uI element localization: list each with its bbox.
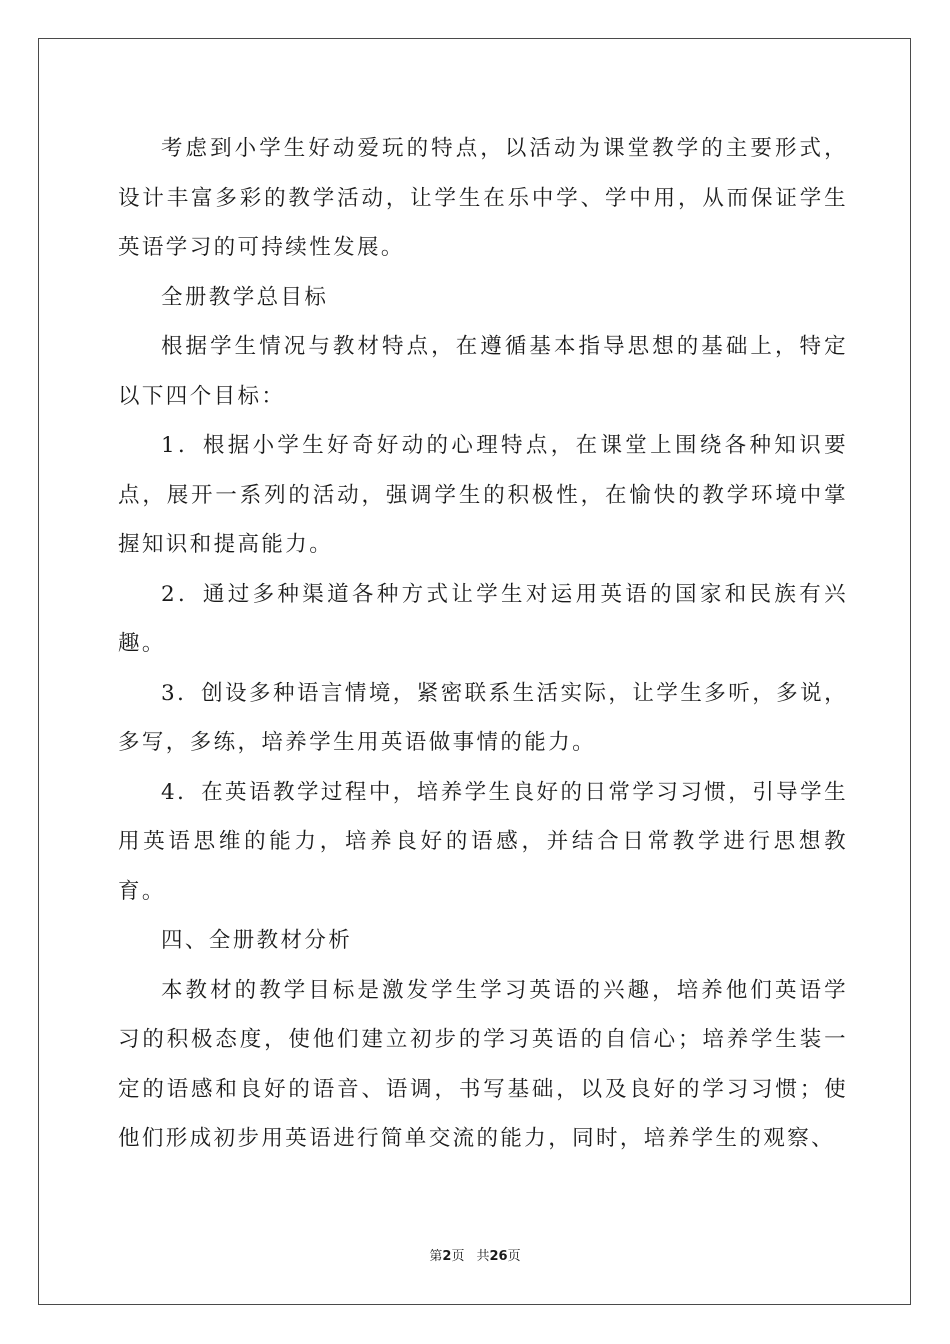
heading-textbook-analysis: 四、全册教材分析 xyxy=(161,928,353,953)
goal-item-3: 3．创设多种语言情境，紧密联系生活实际，让学生多听，多说，多写，多练，培养学生用英语做事情的能力。 xyxy=(118,680,848,755)
page-footer xyxy=(0,1245,950,1264)
total-pages: 26 xyxy=(489,1249,508,1264)
document-body xyxy=(118,124,848,1164)
paragraph-goals-intro: 根据学生情况与教材特点，在遵循基本指导思想的基础上，特定以下四个目标： xyxy=(118,334,848,409)
goal-item-4: 4．在英语教学过程中，培养学生良好的日常学习习惯，引导学生用英语思维的能力，培养良好的语感，并结合日常教学进行思想教育。 xyxy=(118,779,848,904)
paragraph-textbook-analysis: 本教材的教学目标是激发学生学习英语的兴趣，培养他们英语学习的积极态度，使他们建立初步的学习英语的自信心；培养学生装一定的语感和良好的语音、语调，书写基础，以及良好的学习习惯；使他们形成初步用英语进行简单交流的能力，同时，培养学生的观察、 xyxy=(118,977,848,1151)
heading-overall-goals: 全册教学总目标 xyxy=(161,284,329,310)
paragraph-intro: 考虑到小学生好动爱玩的特点，以活动为课堂教学的主要形式，设计丰富多彩的教学活动，让学生在乐中学、学中用，从而保证学生英语学习的可持续性发展。 xyxy=(118,136,848,260)
page-number: 2 xyxy=(442,1249,452,1264)
page-suffix: 页 xyxy=(451,1249,465,1264)
goal-item-2: 2．通过多种渠道各种方式让学生对运用英语的国家和民族有兴趣。 xyxy=(118,581,848,656)
total-prefix: 共 xyxy=(476,1249,490,1264)
goal-item-1: 1．根据小学生好奇好动的心理特点，在课堂上围绕各种知识要点，展开一系列的活动，强调学生的积极性，在愉快的教学环境中掌握知识和提高能力。 xyxy=(118,433,848,557)
total-suffix: 页 xyxy=(507,1249,521,1264)
page-prefix: 第 xyxy=(429,1249,443,1264)
